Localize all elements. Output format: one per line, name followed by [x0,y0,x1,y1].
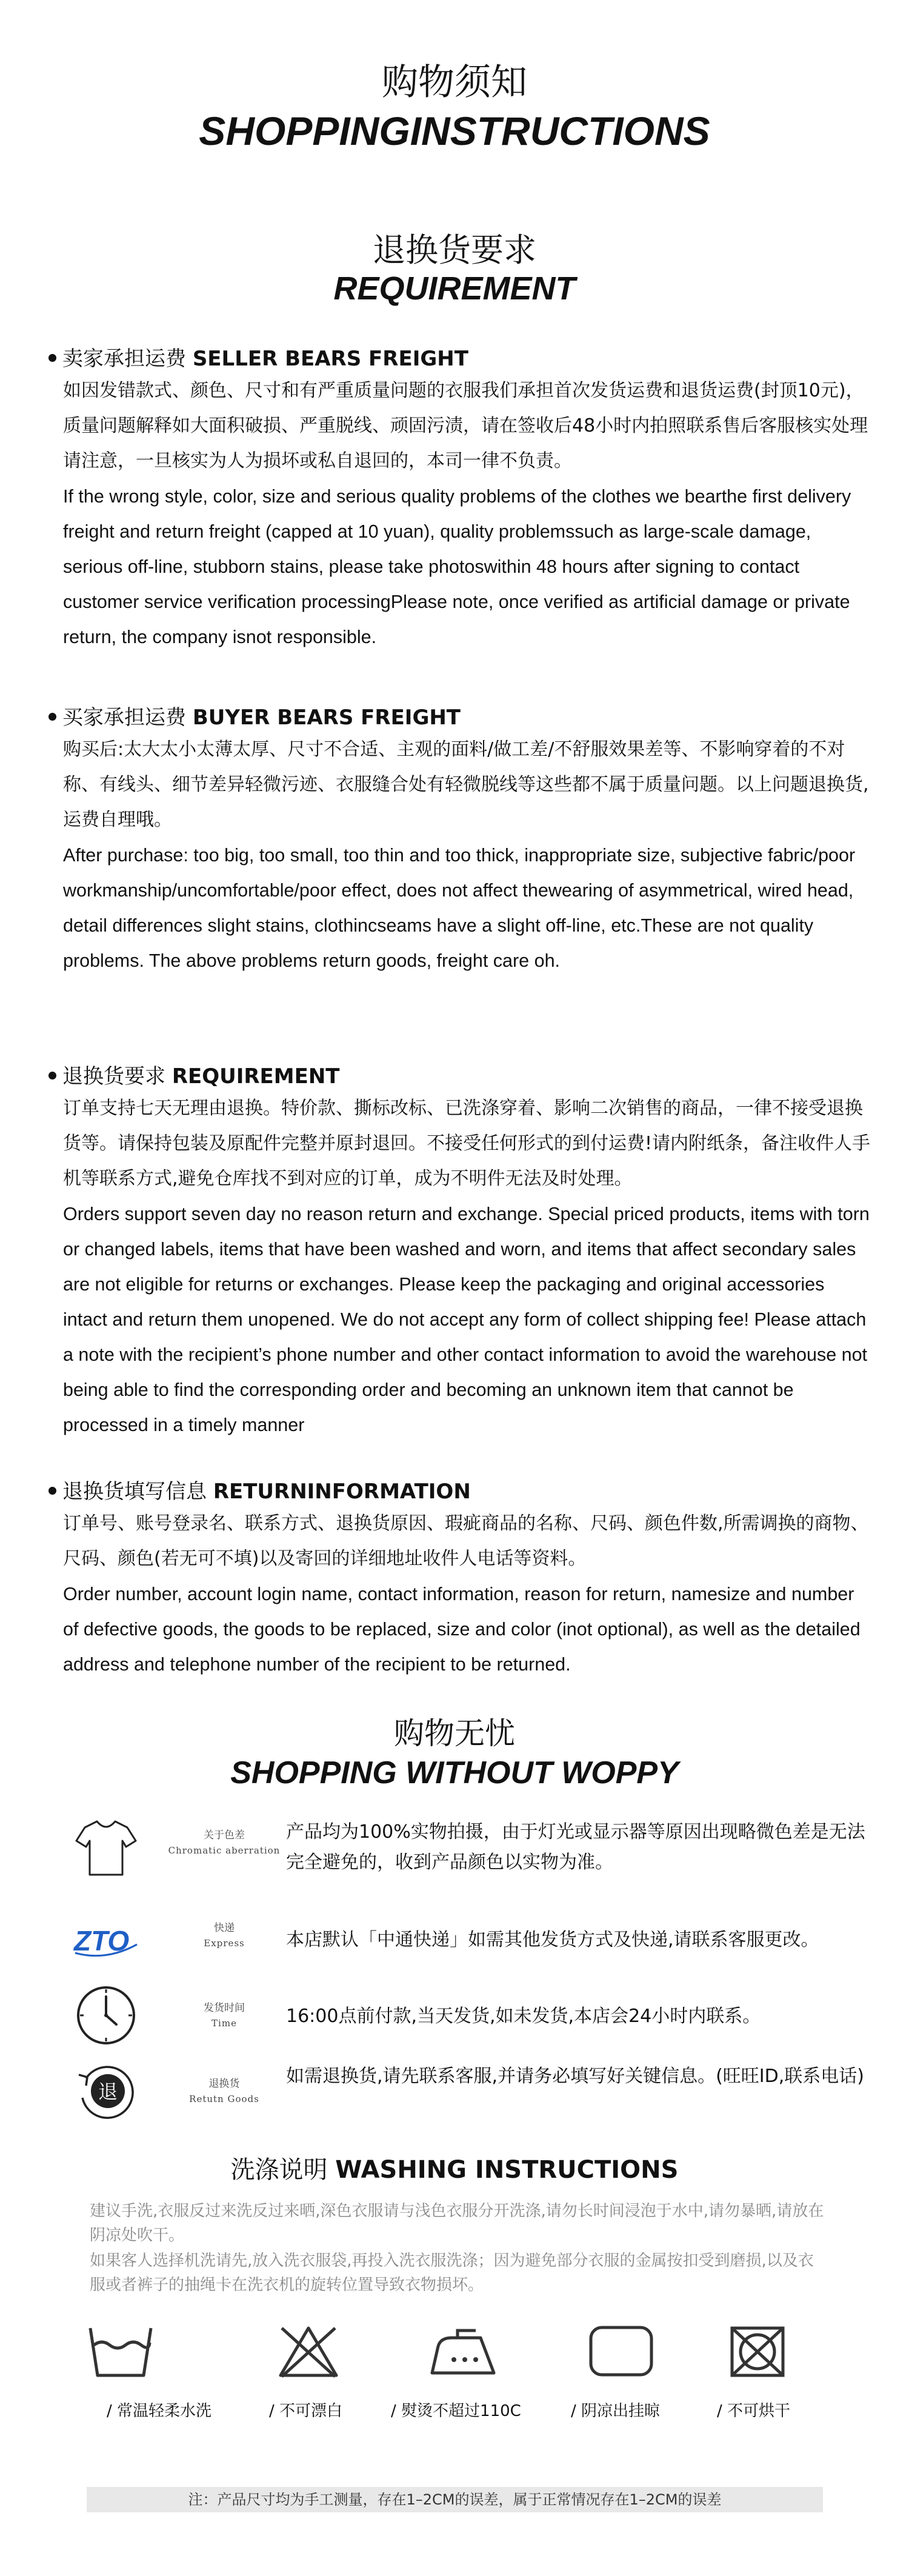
section-requirement [48,1062,873,1443]
care-label: / 熨烫不超过110C [391,2402,521,2420]
section-text-en: Orders support seven day no reason return and exchange. Special priced products, items with torn or changed labels, items that have been washed and worn, and items that affect secondary sales are not eligible for returns or exchanges. Please keep the packaging and original accessories intact and return them unopened. We do not accept any form of collect shipping fee! Please attach a note with the recipient’s phone number and other contact information to avoid the warehouse not being able to find the corresponding order and becoming an unknown item that cannot be processed in a timely manner [63,1204,870,1435]
return-icon-char: 退 [98,2080,118,2103]
no-tumble-dry-icon [728,2324,787,2379]
feature-label-cn: 快递 [214,1922,235,1934]
bullet-icon [48,1487,56,1495]
washing-note-1: 建议手洗,衣服反过来洗反过来晒,深色衣服请与浅色衣服分开洗涤,请勿长时间浸泡于水中,请勿暴晒,请放在阴凉处吹干。 [90,2202,824,2244]
section-text-cn: 如因发错款式、颜色、尺寸和有严重质量问题的衣服我们承担首次发货运费和退货运费(封顶10元)，质量问题解释如大面积破损、严重脱线、顽固污渍，请在签收后48小时内拍照联系售后客服核实处理请注意，一旦核实为人为损坏或私自退回的，本司一律不负责。 [63,380,868,472]
subtitle-cn: 退换货要求 [373,231,536,269]
section-head-cn: 买家承担运费 [62,706,186,730]
no-bleach-icon [277,2324,340,2379]
feature-return [73,2058,864,2124]
section-head-en: REQUIREMENT [171,1064,340,1089]
bullet-icon [48,713,56,721]
section-text-en: After purchase: too big, too small, too thin and too thick, inappropriate size, subjective fabric/poor workmanship/uncomfortable/poor effect, does not affect thewearing of asymmetrical, wired head, detail differences slight stains, clothincseams have a slight off-line, etc.These are not quality problems. The above problems return goods, freight care oh. [63,845,856,971]
care-label: / 不可烘干 [717,2402,791,2420]
bullet-icon [48,354,56,362]
care-label: / 不可漂白 [269,2402,343,2420]
section-text-cn: 订单支持七天无理由退换。特价款、撕标改标、已洗涤穿着、影响二次销售的商品，一律不接受退换货等。请保持包装及原配件完整并原封退回。不接受任何形式的到付运费!请内附纸条，备注收件人手机等联系方式,避免仓库找不到对应的订单，成为不明件无法及时处理。 [63,1098,871,1189]
section-head-cn: 退换货填写信息 [62,1480,207,1504]
feature-label-cn: 发货时间 [204,2002,245,2014]
section-text-cn: 订单号、账号登录名、联系方式、退换货原因、瑕疵商品的名称、尺码、颜色件数,所需调换的商物、尺码、颜色(若无可不填)以及寄回的详细地址收件人电话等资料。 [63,1513,869,1569]
zto-logo-text: ZTO [74,1925,130,1957]
section-text-en: Order number, account login name, contact information, reason for return, namesize and number of defective goods, the goods to be replaced, size and color (inot optional), as well as the detailed address and telephone number of the recipient to be returned. [63,1584,861,1675]
section-head-en: SELLER BEARS FREIGHT [192,347,468,371]
hand-wash-icon [87,2324,155,2379]
iron-low-icon [427,2324,500,2379]
feature-label-en: Time [211,2018,237,2029]
section-head-cn: 卖家承担运费 [62,347,186,371]
section-head-cn: 退换货要求 [62,1064,165,1089]
section-head-en: BUYER BEARS FREIGHT [192,706,461,730]
footer-note: 注：产品尺寸均为手工测量，存在1–2CM的误差，属于正常情况存在1–2CM的误差 [87,2487,823,2512]
section-text-cn: 购买后:太大太小太薄太厚、尺寸不合适、主观的面料/做工差/不舒服效果差等、不影响穿着的不对称、有线头、细节差异轻微污迹、衣服缝合处有轻微脱线等这些都不属于质量问题。以上问题退换货,运费自理哦。 [63,739,869,830]
feature-label-cn: 关于色差 [204,1829,245,1841]
tshirt-icon [73,1814,139,1881]
page-title-en: SHOPPINGINSTRUCTIONS [199,108,710,153]
section-return-info [48,1477,873,1682]
bullet-icon [48,1072,56,1079]
care-label: / 阴凉出挂晾 [571,2402,661,2420]
feature-time [73,1982,861,2049]
section-seller-freight [48,344,873,655]
feature-label-en: Express [204,1938,245,1949]
care-label: / 常温轻柔水洗 [107,2402,212,2420]
section-head-en: RETURNINFORMATION [213,1480,471,1504]
washing-title-cn: 洗涤说明 [230,2156,328,2184]
feature-label-en: Chromatic aberration [168,1845,281,1856]
page-title-cn: 购物须知 [382,61,527,104]
worry-free-title-cn: 购物无忧 [394,1716,515,1751]
subtitle-en: REQUIREMENT [333,270,576,307]
zto-logo-icon [73,1908,139,1975]
washing-title [0,2151,909,2185]
clock-icon [73,1982,139,2049]
worry-free-title-en: SHOPPING WITHOUT WOPPY [230,1755,679,1790]
return-icon [73,2058,139,2124]
feature-label-cn: 退换货 [208,2078,240,2090]
feature-express [73,1908,861,1975]
feature-color [73,1814,865,1881]
section-buyer-freight [48,703,873,978]
dry-flat-shade-icon [588,2324,654,2379]
section-text-en: If the wrong style, color, size and serious quality problems of the clothes we bearthe first delivery freight and return freight (capped at 10 yuan), quality problemssuch as large-scale damage, serious off-line, stubborn stains, please take photoswithin 48 hours after signing to contact customer service verification processingPlease note, once verified as artificial damage or private return, the company isnot responsible. [63,486,851,647]
washing-note-2: 如果客人选择机洗请先,放入洗衣服袋,再投入洗衣服洗涤；因为避免部分衣服的金属按扣受到磨损,以及衣服或者裤子的抽绳卡在洗衣机的旋转位置导致衣物损坏。 [90,2252,814,2294]
feature-text: 如需退换货,请先联系客服,并请务必填写好关键信息。(旺旺ID,联系电话) [286,2066,864,2087]
feature-text: 本店默认「中通快递」如需其他发货方式及快递,请联系客服更改。 [286,1929,819,1950]
feature-text: 16:00点前付款,当天发货,如未发货,本店会24小时内联系。 [286,2006,761,2027]
feature-text: 产品均为100%实物拍摄，由于灯光或显示器等原因出现略微色差是无法完全避免的，收到产品颜色以实物为准。 [286,1821,865,1873]
feature-label-en: Retutn Goods [189,2094,259,2104]
washing-title-en: WASHING INSTRUCTIONS [335,2156,679,2184]
